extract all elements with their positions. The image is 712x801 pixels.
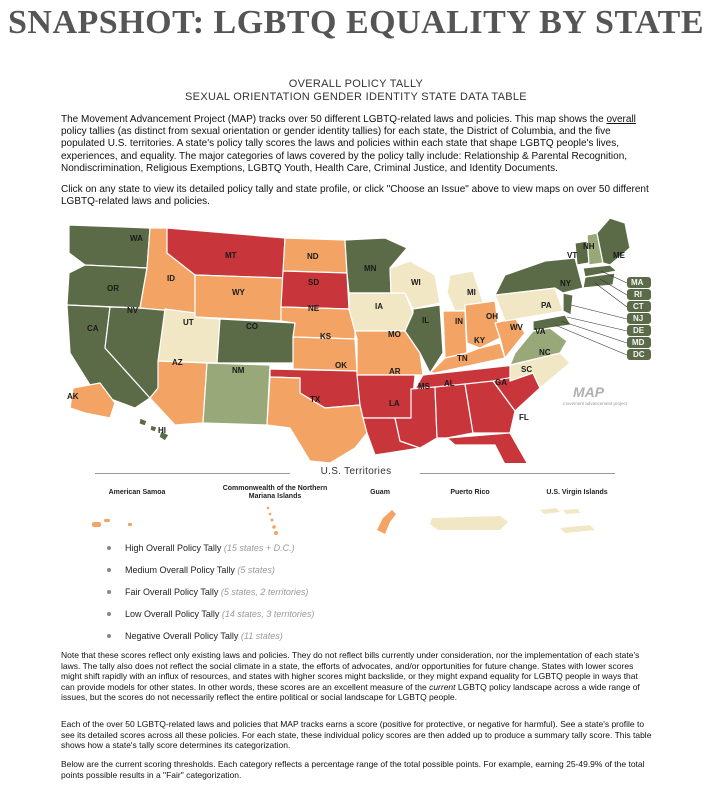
box-NJ-label: NJ (633, 314, 644, 323)
legend-label: Fair Overall Policy Tally (125, 587, 219, 597)
legend-count: (5 states) (237, 565, 275, 575)
territory-guam[interactable] (377, 510, 396, 534)
label-WI: WI (411, 278, 421, 287)
label-MS: MS (418, 382, 430, 391)
label-WV: WV (510, 323, 523, 332)
legend-label: Medium Overall Policy Tally (125, 565, 235, 575)
legend-bullet (107, 634, 111, 638)
page-title: SNAPSHOT: LGBTQ EQUALITY BY STATE (7, 4, 705, 41)
territories-shapes (0, 500, 712, 545)
label-ID: ID (167, 274, 175, 283)
label-NY: NY (560, 279, 572, 288)
legend-low (107, 609, 314, 619)
label-UT: UT (183, 318, 194, 327)
label-AR: AR (389, 367, 401, 376)
label-MT: MT (225, 251, 237, 260)
label-AK: AK (67, 392, 79, 401)
state-AR[interactable] (357, 375, 415, 418)
legend-fair (107, 587, 308, 597)
territory-name-guam: Guam (370, 489, 390, 496)
legend-negative (107, 631, 283, 641)
legend-count: (14 states, 3 territories) (221, 609, 315, 619)
label-KS: KS (320, 332, 332, 341)
legend-bullet (107, 568, 111, 572)
label-SC: SC (521, 365, 533, 374)
label-WA: WA (130, 234, 143, 243)
label-NH: NH (583, 242, 595, 251)
label-LA: LA (389, 399, 400, 408)
label-VT: VT (567, 251, 578, 260)
label-GA: GA (495, 378, 507, 387)
legend-label: High Overall Policy Tally (125, 543, 222, 553)
box-MA-label: MA (631, 278, 644, 287)
label-MO: MO (388, 330, 401, 339)
territory-name-american-samoa: American Samoa (108, 489, 166, 496)
box-RI-label: RI (634, 290, 642, 299)
overall-link[interactable]: overall (606, 114, 636, 125)
subtitle-overall: OVERALL POLICY TALLY (288, 78, 424, 90)
notes-emphasis: current (429, 681, 456, 692)
notes-text-b: LGBTQ policy landscape across a wide range of issues, but the scores do not necessarily reflect the entire political or social landscape for LGBTQ people. (61, 681, 640, 703)
box-MD-label: MD (632, 338, 645, 347)
state-WY[interactable] (195, 275, 283, 321)
territory-name-virgin-islands: U.S. Virgin Islands (546, 489, 608, 496)
legend-count: (5 states, 2 territories) (220, 587, 309, 597)
label-OK: OK (335, 361, 347, 370)
thresholds-paragraph: Below are the current scoring thresholds. Each category reflects a percentage range of the total possible points. For example, earning 25-49.9% of the total points possible results in a "Fair" categorization. (61, 759, 645, 780)
intro-paragraph (61, 114, 653, 175)
territory-name-puerto-rico: Puerto Rico (450, 489, 490, 496)
territory-virgin-islands[interactable] (540, 508, 595, 533)
state-NJ[interactable] (563, 293, 573, 315)
label-SD: SD (308, 278, 320, 287)
legend-label: Negative Overall Policy Tally (125, 631, 239, 641)
legend-high (107, 543, 295, 553)
label-HI: HI (158, 426, 166, 435)
label-AL: AL (444, 379, 455, 388)
label-AZ: AZ (172, 358, 183, 367)
notes-paragraph (61, 650, 653, 703)
state-IA[interactable] (349, 293, 413, 331)
label-NM: NM (232, 366, 245, 375)
small-state-boxes (627, 277, 651, 360)
label-TX: TX (310, 395, 321, 404)
label-MN: MN (364, 264, 377, 273)
subtitle-data-table: SEXUAL ORIENTATION GENDER IDENTITY STATE DATA TABLE (185, 91, 527, 103)
label-TN: TN (457, 354, 468, 363)
territory-name-northern-mariana: Commonwealth of the Northern Mariana Islands (222, 485, 328, 500)
map-logo (563, 384, 628, 406)
label-OR: OR (107, 284, 119, 293)
legend-bullet (107, 546, 111, 550)
notes-text-a: Note that these scores reflect only existing laws and policies. They do not reflect bills currently under consideration, nor the implementation of each state's laws. The tally also does not reflect the social climate in a state, the efforts of advocates, and/or opportunities for future change. States with lower scores might shift rapidly with an influx of resources, and states with higher scores might backslide, or they might expand equality for LGBTQ people in ways that can provide models for other states. In other words, these scores are an excellent measure of the (61, 650, 640, 692)
label-IA: IA (375, 302, 383, 311)
label-NC: NC (539, 348, 551, 357)
intro-text-b: policy tallies (as distinct from sexual orientation or gender identity tallies) for each state, the District of Columbia, and the five populated U.S. territories. A state's policy tally scores the laws and policies within each state that shape LGBTQ people's lives, experiences, and equality. The major categories of laws covered by the policy tally include: Relationship & Parental Recognition, Nondiscrimination, Religious Exemptions, LGBTQ Youth, Health Care, Criminal Justice, and Identity Documents. (61, 126, 628, 174)
label-CO: CO (246, 322, 258, 331)
legend-count: (15 states + D.C.) (223, 543, 295, 553)
state-AZ[interactable] (150, 361, 207, 425)
label-KY: KY (474, 336, 486, 345)
label-IN: IN (455, 317, 463, 326)
legend-medium (107, 565, 275, 575)
state-WA[interactable] (69, 225, 150, 268)
box-DC-label: DC (633, 350, 645, 359)
state-NY[interactable] (495, 258, 583, 295)
label-NV: NV (127, 306, 139, 315)
territories-title: U.S. Territories (320, 466, 392, 477)
legend-bullet (107, 612, 111, 616)
territory-puerto-rico[interactable] (430, 516, 508, 530)
map-logo-text: MAP (573, 384, 605, 400)
label-WY: WY (232, 288, 245, 297)
us-map (55, 213, 655, 463)
label-NE: NE (308, 304, 320, 313)
legend-label: Low Overall Policy Tally (125, 609, 220, 619)
label-PA: PA (541, 301, 552, 310)
label-VA: VA (535, 327, 546, 336)
label-ME: ME (613, 251, 625, 260)
label-IL: IL (422, 316, 430, 325)
legend-bullet (107, 590, 111, 594)
state-KS[interactable] (293, 337, 357, 371)
label-CA: CA (87, 324, 99, 333)
us-map-svg (55, 213, 655, 463)
box-DE-label: DE (633, 326, 645, 335)
label-FL: FL (519, 413, 529, 422)
territory-american-samoa[interactable] (92, 519, 132, 527)
label-MI: MI (467, 288, 476, 297)
legend-count: (11 states) (240, 631, 283, 641)
label-ND: ND (307, 252, 319, 261)
box-CT-label: CT (633, 302, 644, 311)
intro-text-a: The Movement Advancement Project (MAP) tracks over 50 different LGBTQ-related laws and policies. This map shows the (61, 114, 607, 125)
territory-northern-mariana[interactable] (267, 507, 278, 535)
state-FL[interactable] (447, 433, 545, 463)
instructions-paragraph: Click on any state to view its detailed policy tally and state profile, or click "Choose an Issue" above to view maps on over 50 different LGBTQ-related laws and policies. (61, 184, 649, 208)
scoring-paragraph: Each of the over 50 LGBTQ-related laws and policies that MAP tracks earns a score (positive for protective, or negative for harmful). See a state's profile to see its detailed scores across all these policies. For each state, these individual policy scores are then added up to produce a summary tally score. This table shows how a state's tally score determines its categorization. (61, 719, 652, 751)
map-logo-sub: movement advancement project (563, 401, 628, 406)
label-OH: OH (486, 312, 498, 321)
